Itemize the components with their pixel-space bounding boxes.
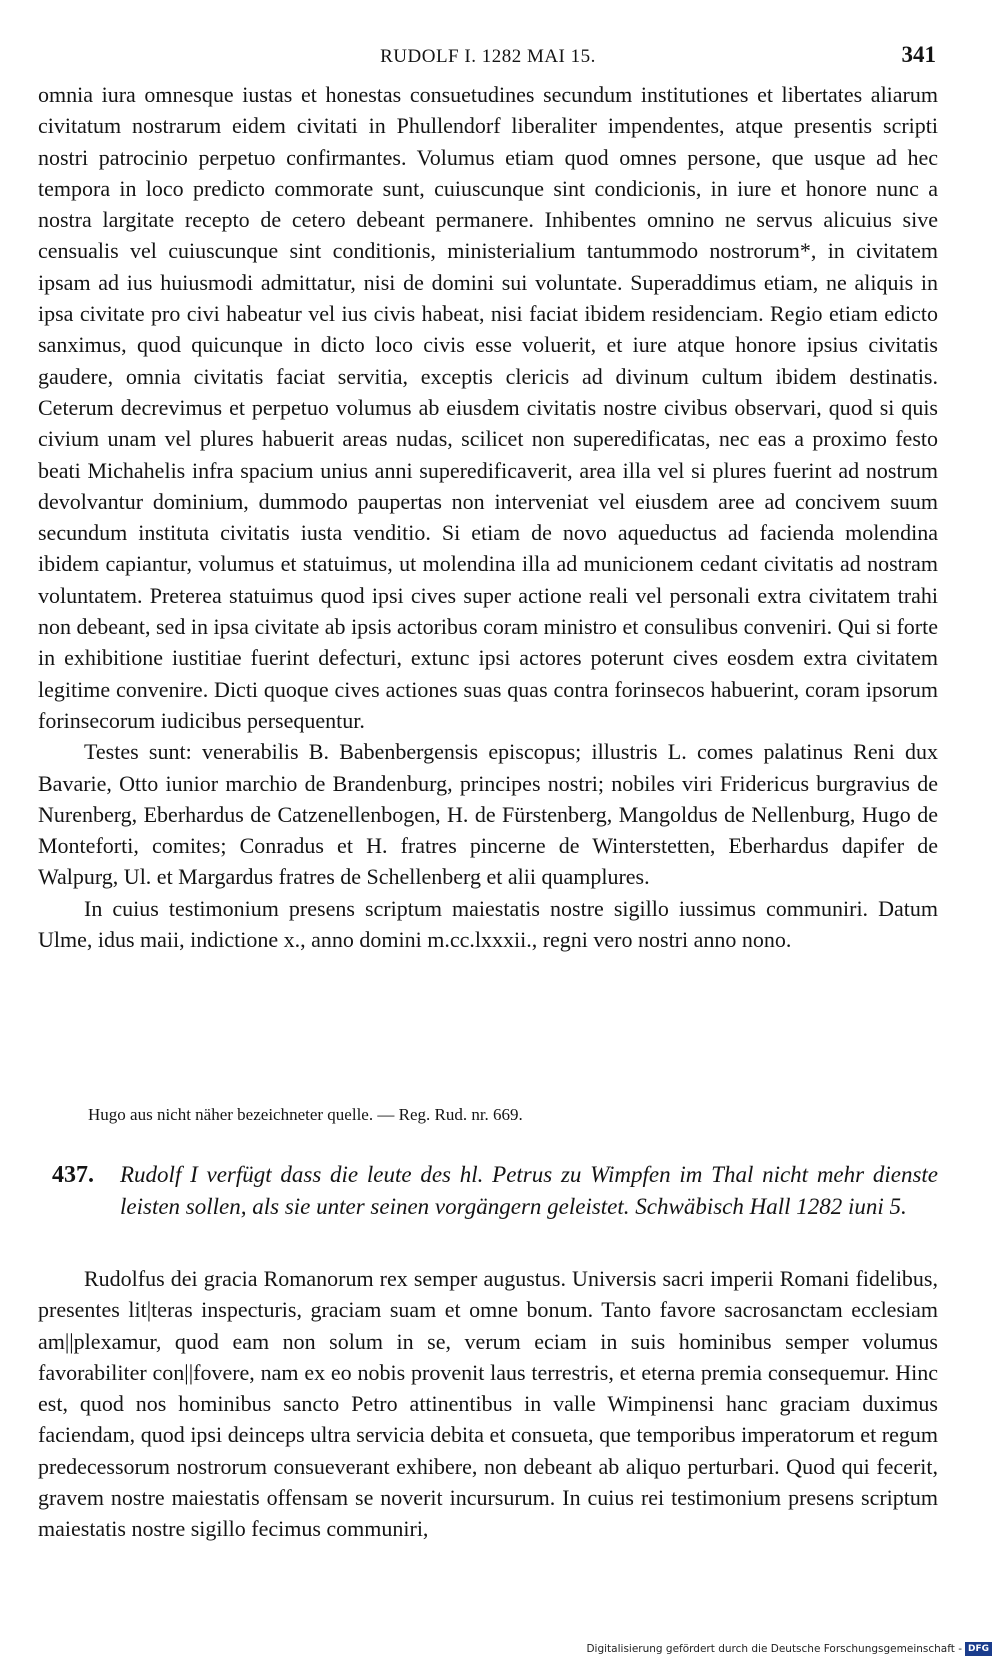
dfg-logo: DFG (965, 1642, 992, 1656)
running-header (38, 42, 938, 78)
paragraph-charter-text: Rudolfus dei gracia Romanorum rex semper augustus. Universis sacri imperii Romani fidelibus, presentes lit|teras inspecturis, graciam suam et omne bonum. Tanto favore sacrosanctam ecclesiam am||plexamur, quod eam non solum in se, verum eciam in suis hominibus semper volumus favorabiliter con||fovere, nam ex eo nobis provenit laus terrestris, et eterna premia consequemur. Hinc est, quod nos hominibus sancto Petro attinentibus in valle Wimpinensi hanc graciam duximus faciendam, quod ipsi deinceps ultra servicia debita et consueta, que temporibus imperatorum et regum predecessorum nostrorum consueverant exhibere, non debeant ab aliquo perturbari. Quod qui fecerit, gravem nostre maiestatis offensam se noverit incursurum. In cuius rei testimonium presens scriptum maiestatis nostre sigillo fecimus communiri, (38, 1266, 938, 1542)
running-title: RUDOLF I. 1282 MAI 15. (380, 46, 596, 67)
document-437-heading (52, 1159, 938, 1223)
paragraph-main: omnia iura omnesque iustas et honestas consuetudines secundum institutiones et libertates aliarum civitatum nostrarum eidem civitati in Phullendorf liberaliter impendentes, atque presentis scripti nostri patrocinio perpetuo confirmantes. Volumus etiam quod omnes persone, que usque ad hec tempora in loco predicto commorate sunt, cuiuscunque sint condicionis, in iure et honore nunc a nostra largitate recepto de cetero debeant permanere. Inhibentes omnino ne servus alicuius sive censualis vel cuiuscunque sint conditionis, ministerialium tantummodo nostrorum*, in civitatem ipsam ad ius huiusmodi admittatur, nisi de domini sui voluntate. Superaddimus etiam, ne aliquis in ipsa civitate pro civi habeatur vel ius civis habeat, nisi faciat ibidem residenciam. Regio etiam edicto sanximus, quod quicunque in dicto loco civis esse voluerit, et iure atque honore ipsius civitatis gaudere, omnia civitatis faciat servitia, exceptis clericis ad divinum cultum ibidem destinatis. Ceterum decrevimus et perpetuo volumus ab eiusdem civitatis nostre civibus observari, quod si quis civium unam vel plures habuerit areas nudas, scilicet non superedificatas, nec eas a proximo festo beati Michahelis infra spacium unius anni superedificaverit, area illa vel si plures fuerint ad nostrum devolvantur dominium, dummodo paupertas non interveniat vel eiusdem aree ad concivem suum secundum instituta civitatis iusta venditio. Si etiam de novo aqueductus ad facienda molendina ibidem capiantur, volumus et statuimus, ut molendina illa ad municionem cedant civitatis ad nostram voluntatem. Preterea statuimus quod ipsi cives super actione reali vel personali extra civitatem trahi non debeant, sed in ipsa civitate ab ipsis actoribus coram ministro et consulibus conveniri. Qui si forte in exhibitione iustitiae fuerint defecturi, extunc ipsi actores poterunt cives eosdem extra civitatem legitime convenire. Dicti quoque cives actiones suas quas contra forinsecos habuerint, coram ipsorum forinsecorum iudicibus persequentur. (38, 82, 938, 733)
page-number: 341 (901, 42, 936, 67)
paragraph-witnesses: Testes sunt: venerabilis B. Babenbergensis episcopus; illustris L. comes palatinus Reni dux Bavarie, Otto iunior marchio de Brandenburg, principes nostri; nobiles viri Fridericus burgravius de Nurenberg, Eberhardus de Catzenellenbogen, H. de Fürstenberg, Mangoldus de Nellenburg, Hugo de Monteforti, comites; Conradus et H. fratres pincerne de Winterstetten, Eberhardus dapifer de Walpurg, Ul. et Margardus fratres de Schellenberg et alii quamplures. (38, 739, 938, 890)
paragraph-dating: In cuius testimonium presens scriptum maiestatis nostre sigillo iussimus communiri. Datum Ulme, idus maii, indictione x., anno domini m.cc.lxxxii., regni vero nostri anno nono. (38, 895, 938, 953)
digitization-credit (586, 1640, 992, 1658)
document-436-body (38, 79, 938, 955)
document-437-body (38, 1263, 938, 1545)
document-number: 437. (52, 1162, 94, 1188)
document-regest: Rudolf I verfügt dass die leute des hl. Petrus zu Wimpfen im Thal nicht mehr dienste leisten sollen, als sie unter seinen vorgängern geleistet. Schwäbisch Hall 1282 iuni 5. (120, 1162, 938, 1219)
credit-text: Digitalisierung gefördert durch die Deutsche Forschungsgemeinschaft - (586, 1643, 962, 1655)
source-note: Hugo aus nicht näher bezeichneter quelle. — Reg. Rud. nr. 669. (88, 1105, 523, 1124)
